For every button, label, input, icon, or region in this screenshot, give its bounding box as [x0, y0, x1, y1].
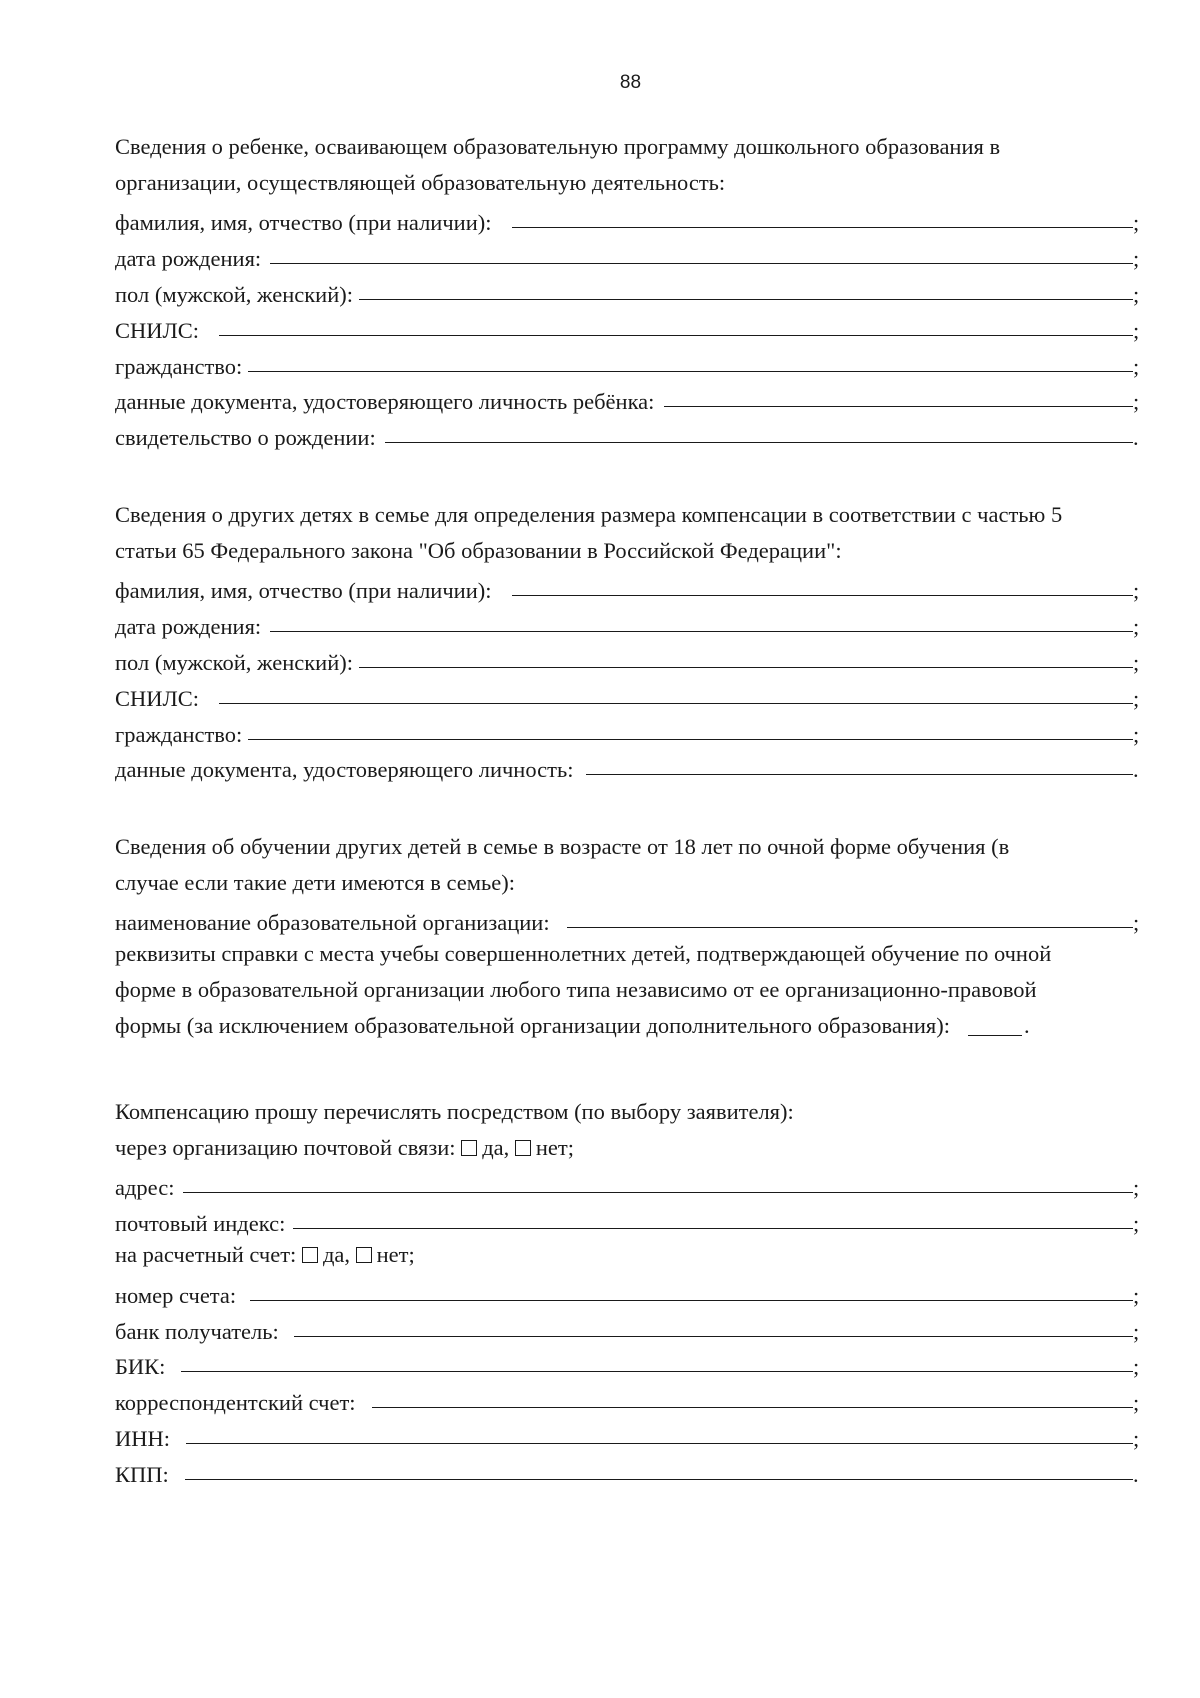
- form-field-snils: [115, 676, 1141, 712]
- certificate-details-last-line: [115, 1008, 1141, 1044]
- checkbox-post-no[interactable]: [515, 1140, 531, 1156]
- section-heading: случае если такие дети имеются в семье):: [115, 869, 515, 895]
- child-info-section: [115, 129, 1141, 451]
- form-field-postal-code: [115, 1201, 1141, 1237]
- field-terminator: ;: [1133, 317, 1140, 343]
- blank-line[interactable]: [248, 371, 1133, 372]
- field-terminator: ;: [1133, 910, 1140, 936]
- field-terminator: .: [1133, 1461, 1139, 1487]
- form-field-bik: [115, 1345, 1141, 1381]
- form-field-birth-date: [115, 604, 1141, 640]
- field-label: наименование образовательной организации:: [115, 910, 550, 936]
- blank-line[interactable]: [183, 1192, 1133, 1193]
- blank-line[interactable]: [270, 631, 1133, 632]
- field-label: пол (мужской, женский):: [115, 281, 354, 307]
- option-yes-label: да,: [322, 1242, 350, 1268]
- option-no-label: нет;: [535, 1134, 574, 1160]
- form-field-address: [115, 1166, 1141, 1202]
- field-terminator: .: [1024, 1012, 1030, 1038]
- field-label: ИНН:: [115, 1425, 170, 1451]
- field-terminator: ;: [1133, 685, 1140, 711]
- form-field-id-document: [115, 748, 1141, 784]
- field-label: номер счета:: [115, 1282, 237, 1308]
- field-label: корреспондентский счет:: [115, 1390, 356, 1416]
- field-label: адрес:: [115, 1175, 175, 1201]
- blank-line[interactable]: [181, 1371, 1133, 1372]
- field-label: дата рождения:: [115, 246, 262, 272]
- blank-line[interactable]: [250, 1300, 1133, 1301]
- field-label: почтовый индекс:: [115, 1211, 286, 1237]
- education-section: [115, 829, 1141, 1044]
- section-heading: Компенсацию прошу перечислять посредством (по выбору заявителя):: [115, 1099, 794, 1124]
- form-field-full-name: [115, 569, 1141, 605]
- blank-line[interactable]: [219, 335, 1133, 336]
- field-terminator: ;: [1133, 1282, 1140, 1308]
- blank-line[interactable]: [664, 406, 1133, 407]
- form-field-birth-certificate: [115, 415, 1141, 451]
- field-terminator: ;: [1133, 1175, 1140, 1201]
- blank-line[interactable]: [586, 774, 1134, 775]
- blank-line[interactable]: [185, 1479, 1133, 1480]
- form-field-kpp: [115, 1452, 1141, 1488]
- blank-line-short[interactable]: [968, 1035, 1022, 1036]
- blank-line[interactable]: [359, 667, 1133, 668]
- field-terminator: ;: [1133, 614, 1140, 640]
- field-terminator: ;: [1133, 1425, 1140, 1451]
- field-label: СНИЛС:: [115, 685, 200, 711]
- form-field-full-name: [115, 201, 1141, 237]
- blank-line[interactable]: [248, 739, 1133, 740]
- form-field-birth-date: [115, 236, 1141, 272]
- form-field-gender: [115, 272, 1141, 308]
- field-terminator: ;: [1133, 210, 1140, 236]
- form-field-snils: [115, 308, 1141, 344]
- blank-line[interactable]: [186, 1443, 1133, 1444]
- page-number: 88: [619, 72, 642, 93]
- form-field-citizenship: [115, 712, 1141, 748]
- section-heading: Сведения о других детях в семье для определения размера компенсации в соответствии с частью 5: [115, 502, 1063, 527]
- field-terminator: ;: [1133, 1354, 1140, 1380]
- checkbox-post-yes[interactable]: [461, 1140, 477, 1156]
- section-heading: организации, осуществляющей образовательную деятельность:: [115, 169, 726, 195]
- blank-line[interactable]: [512, 227, 1134, 228]
- option-yes-label: да,: [482, 1134, 510, 1160]
- certificate-details-text: формы (за исключением образовательной организации дополнительного образования):: [115, 1012, 951, 1038]
- field-label: БИК:: [115, 1354, 166, 1380]
- form-field-citizenship: [115, 344, 1141, 380]
- blank-line[interactable]: [359, 299, 1133, 300]
- field-terminator: ;: [1133, 1211, 1140, 1237]
- checkbox-account-no[interactable]: [356, 1247, 372, 1263]
- form-field-account-number: [115, 1273, 1141, 1309]
- section-heading: Сведения о ребенке, осваивающем образовательную программу дошкольного образования в: [115, 134, 1001, 159]
- account-option-row: [115, 1237, 1141, 1273]
- checkbox-account-yes[interactable]: [302, 1247, 318, 1263]
- blank-line[interactable]: [293, 1228, 1133, 1229]
- form-field-inn: [115, 1416, 1141, 1452]
- section-heading: статьи 65 Федерального закона "Об образовании в Российской Федерации":: [115, 537, 842, 563]
- field-terminator: ;: [1133, 649, 1140, 675]
- field-label: данные документа, удостоверяющего личность ребёнка:: [115, 389, 655, 415]
- field-terminator: ;: [1133, 721, 1140, 747]
- field-label: данные документа, удостоверяющего личность:: [115, 757, 574, 783]
- field-label: свидетельство о рождении:: [115, 425, 376, 451]
- field-label: КПП:: [115, 1461, 169, 1487]
- certificate-details-text: форме в образовательной организации любого типа независимо от ее организационно-правовой: [115, 977, 1037, 1003]
- field-terminator: ;: [1133, 281, 1140, 307]
- form-field-id-document: [115, 380, 1141, 416]
- field-terminator: ;: [1133, 1318, 1140, 1344]
- field-terminator: .: [1133, 425, 1139, 451]
- form-field-institution-name: [115, 901, 1141, 937]
- blank-line[interactable]: [294, 1336, 1133, 1337]
- blank-line[interactable]: [372, 1407, 1133, 1408]
- field-label: пол (мужской, женский):: [115, 649, 354, 675]
- form-field-recipient-bank: [115, 1309, 1141, 1345]
- other-children-section: [115, 497, 1141, 783]
- field-label: СНИЛС:: [115, 317, 200, 343]
- form-field-gender: [115, 640, 1141, 676]
- field-terminator: .: [1133, 757, 1139, 783]
- post-option-label: через организацию почтовой связи:: [115, 1134, 456, 1160]
- field-terminator: ;: [1133, 246, 1140, 272]
- section-heading: Сведения об обучении других детей в семье в возрасте от 18 лет по очной форме обучения (в: [115, 834, 1010, 859]
- field-label: гражданство:: [115, 353, 243, 379]
- field-label: дата рождения:: [115, 614, 262, 640]
- field-label: гражданство:: [115, 721, 243, 747]
- field-terminator: ;: [1133, 353, 1140, 379]
- blank-line[interactable]: [567, 927, 1133, 928]
- field-label: фамилия, имя, отчество (при наличии):: [115, 578, 492, 604]
- blank-line[interactable]: [219, 703, 1133, 704]
- blank-line[interactable]: [385, 442, 1133, 443]
- option-no-label: нет;: [376, 1242, 415, 1268]
- field-terminator: ;: [1133, 389, 1140, 415]
- field-label: банк получатель:: [115, 1318, 279, 1344]
- certificate-details-text: реквизиты справки с места учебы совершеннолетних детей, подтверждающей обучение по очной: [115, 941, 1052, 967]
- field-label: фамилия, имя, отчество (при наличии):: [115, 210, 492, 236]
- field-terminator: ;: [1133, 1390, 1140, 1416]
- blank-line[interactable]: [270, 263, 1133, 264]
- payment-method-section: [115, 1094, 1141, 1488]
- account-option-label: на расчетный счет:: [115, 1242, 297, 1268]
- field-terminator: ;: [1133, 578, 1140, 604]
- post-option-row: [115, 1130, 1141, 1166]
- form-field-correspondent-account: [115, 1380, 1141, 1416]
- blank-line[interactable]: [512, 595, 1134, 596]
